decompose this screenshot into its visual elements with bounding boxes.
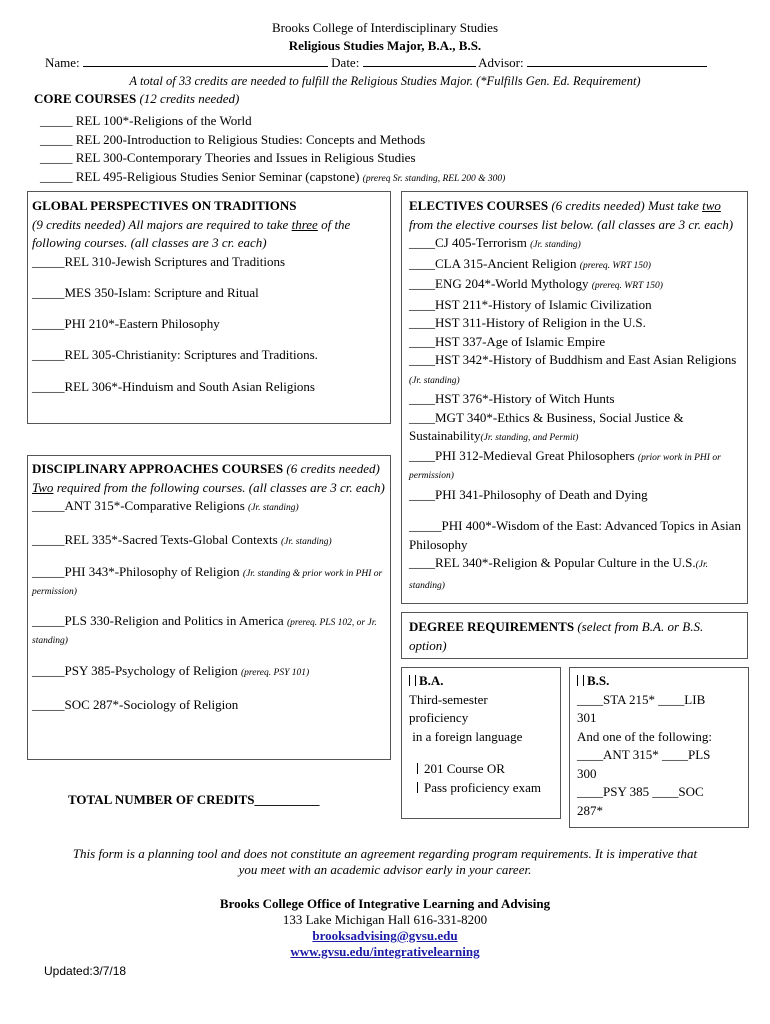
global-title: GLOBAL PERSPECTIVES ON TRADITIONS bbox=[32, 198, 297, 213]
course-label: REL 495-Religious Studies Senior Seminar (capstone) bbox=[75, 168, 360, 184]
disclaimer bbox=[0, 846, 770, 878]
bs-line[interactable]: ____ANT 315* ____PLS bbox=[577, 747, 711, 762]
list-item[interactable]: ____ENG 204*-World Mythology (prereq. WRT 150) bbox=[409, 276, 663, 291]
date-field[interactable] bbox=[363, 55, 476, 67]
bs-box bbox=[569, 667, 749, 828]
disciplinary-approaches-box bbox=[27, 455, 391, 760]
list-item[interactable]: _____PHI 210*-Eastern Philosophy bbox=[32, 315, 220, 331]
list-item[interactable]: ____MGT 340*-Ethics & Business, Social Justice & Sustainability(Jr. standing, and Permit) bbox=[409, 409, 684, 443]
course-label: REL 100*-Religions of the World bbox=[75, 113, 252, 128]
global-desc: (9 credits needed) All majors are required to take three of the following courses. (all classes are 3 cr. each) bbox=[32, 216, 351, 250]
checkbox-icon[interactable] bbox=[417, 782, 421, 793]
web-link[interactable]: www.gvsu.edu/integrativelearning bbox=[290, 944, 480, 959]
global-perspectives-box bbox=[27, 191, 391, 424]
list-item bbox=[40, 131, 505, 150]
core-check[interactable]: _____ bbox=[40, 113, 73, 128]
office-address: 133 Lake Michigan Hall 616-331-8200 bbox=[282, 912, 488, 927]
list-item[interactable]: _____REL 310-Jewish Scriptures and Traditions bbox=[32, 253, 286, 269]
course-note: (prereq Sr. standing, REL 200 & 300) bbox=[362, 173, 506, 184]
list-item[interactable]: ____HST 311-History of Religion in the U.S. bbox=[409, 315, 646, 330]
office-name: Brooks College Office of Integrative Learning and Advising bbox=[219, 896, 551, 911]
core-list bbox=[40, 112, 505, 188]
email-row bbox=[0, 928, 770, 944]
core-check[interactable]: _____ bbox=[40, 150, 73, 165]
list-item[interactable]: _____PHI 400*-Wisdom of the East: Advanced Topics in Asian Philosophy bbox=[409, 518, 741, 552]
major-title: Religious Studies Major, B.A., B.S. bbox=[288, 38, 482, 53]
electives-title: ELECTIVES COURSES bbox=[409, 198, 549, 213]
core-check[interactable]: _____ bbox=[40, 131, 73, 147]
core-title: CORE COURSES bbox=[34, 91, 137, 106]
bs-title-row[interactable]: B.S. bbox=[577, 672, 744, 691]
course-label: REL 200-Introduction to Religious Studies: Concepts and Methods bbox=[75, 131, 426, 147]
bs-line: 300 bbox=[577, 765, 597, 781]
degree-title: DEGREE REQUIREMENTS bbox=[409, 619, 575, 634]
ba-option[interactable]: Pass proficiency exam bbox=[409, 779, 556, 798]
advisor-label: Advisor: bbox=[478, 55, 524, 70]
checkbox-icon[interactable] bbox=[577, 675, 584, 686]
list-item[interactable]: ____REL 340*-Religion & Popular Culture in the U.S.(Jr. standing) bbox=[409, 555, 708, 591]
degree-desc: (select from B.A. or B.S. option) bbox=[409, 619, 704, 653]
electives-box bbox=[401, 191, 748, 604]
web-row bbox=[0, 944, 770, 960]
ba-line: in a foreign language bbox=[412, 728, 523, 744]
updated-date: Updated:3/7/18 bbox=[44, 964, 127, 978]
name-label: Name: bbox=[45, 55, 80, 70]
list-item[interactable]: _____REL 335*-Sacred Texts-Global Contexts (Jr. standing) bbox=[32, 531, 332, 547]
name-row bbox=[45, 55, 707, 71]
email-link[interactable]: brooksadvising@gvsu.edu bbox=[312, 928, 458, 943]
disclaimer-line: you meet with an academic advisor early in your career. bbox=[238, 862, 532, 877]
ba-option[interactable]: 201 Course OR bbox=[409, 760, 556, 779]
disciplinary-title: DISCIPLINARY APPROACHES COURSES bbox=[32, 461, 284, 476]
bs-line[interactable]: ____STA 215* ____LIB bbox=[577, 691, 706, 707]
list-item[interactable]: _____PHI 343*-Philosophy of Religion (Jr. standing & prior work in PHI or permission) bbox=[32, 564, 383, 597]
bs-line[interactable]: ____PSY 385 ____SOC bbox=[577, 784, 704, 799]
ba-title-row[interactable]: B.A. bbox=[409, 672, 556, 691]
list-item[interactable]: ____HST 337-Age of Islamic Empire bbox=[409, 333, 606, 349]
core-check[interactable]: _____ bbox=[40, 168, 73, 184]
list-item[interactable]: _____ANT 315*-Comparative Religions (Jr. standing) bbox=[32, 498, 299, 513]
list-item[interactable]: _____PLS 330-Religion and Politics in America (prereq. PLS 102, or Jr. standing) bbox=[32, 613, 377, 646]
disciplinary-heading: DISCIPLINARY APPROACHES COURSES (6 credits needed) Two required from the following courses. (all classes are 3 cr. each) bbox=[32, 461, 385, 495]
list-item[interactable]: ____CLA 315-Ancient Religion (prereq. WRT 150) bbox=[409, 255, 651, 271]
name-field[interactable] bbox=[83, 55, 328, 67]
list-item bbox=[40, 112, 505, 131]
checkbox-icon[interactable] bbox=[409, 675, 416, 686]
credits-note: A total of 33 credits are needed to fulfill the Religious Studies Major. (*Fulfills Gen. Ed. Requirement) bbox=[129, 74, 641, 88]
list-item[interactable]: _____REL 306*-Hinduism and South Asian Religions bbox=[32, 378, 315, 394]
list-item bbox=[40, 168, 505, 189]
list-item[interactable]: _____REL 305-Christianity: Scriptures and Traditions. bbox=[32, 347, 318, 362]
degree-heading bbox=[409, 618, 743, 655]
ba-box bbox=[401, 667, 561, 819]
list-item[interactable]: ____PHI 312-Medieval Great Philosophers (prior work in PHI or permission) bbox=[409, 447, 721, 481]
list-item[interactable]: _____SOC 287*-Sociology of Religion bbox=[32, 696, 239, 712]
checkbox-icon[interactable] bbox=[417, 763, 421, 774]
list-item[interactable]: ____HST 376*-History of Witch Hunts bbox=[409, 391, 615, 406]
list-item[interactable]: ____HST 211*-History of Islamic Civilization bbox=[409, 296, 652, 312]
ba-line: Third-semester bbox=[409, 691, 488, 707]
total-credits[interactable]: TOTAL NUMBER OF CREDITS__________ bbox=[68, 792, 320, 807]
list-item[interactable]: ____PHI 341-Philosophy of Death and Dying bbox=[409, 486, 648, 502]
disclaimer-line: This form is a planning tool and does not constitute an agreement regarding program requirements. It is imperative that bbox=[72, 846, 698, 861]
bs-line: 287* bbox=[577, 802, 603, 818]
date-label: Date: bbox=[331, 55, 360, 70]
advisor-field[interactable] bbox=[527, 55, 707, 67]
list-item bbox=[40, 149, 505, 168]
college-name: Brooks College of Interdisciplinary Studies bbox=[271, 20, 499, 35]
list-item[interactable]: _____PSY 385-Psychology of Religion (prereq. PSY 101) bbox=[32, 663, 310, 678]
degree-requirements-box bbox=[401, 612, 748, 659]
course-label: REL 300-Contemporary Theories and Issues in Religious Studies bbox=[75, 150, 416, 165]
electives-heading: ELECTIVES COURSES (6 credits needed) Must take two from the elective courses list below. (all classes are 3 cr. each) bbox=[409, 198, 734, 232]
core-credits: (12 credits needed) bbox=[139, 91, 240, 106]
bs-line: And one of the following: bbox=[577, 728, 713, 744]
list-item[interactable]: ____HST 342*-History of Buddhism and East Asian Religions (Jr. standing) bbox=[409, 352, 737, 386]
bs-line: 301 bbox=[577, 710, 597, 725]
core-heading bbox=[34, 91, 239, 107]
ba-line: proficiency bbox=[409, 710, 469, 725]
list-item[interactable]: ____CJ 405-Terrorism (Jr. standing) bbox=[409, 235, 581, 250]
list-item[interactable]: _____MES 350-Islam: Scripture and Ritual bbox=[32, 285, 259, 300]
